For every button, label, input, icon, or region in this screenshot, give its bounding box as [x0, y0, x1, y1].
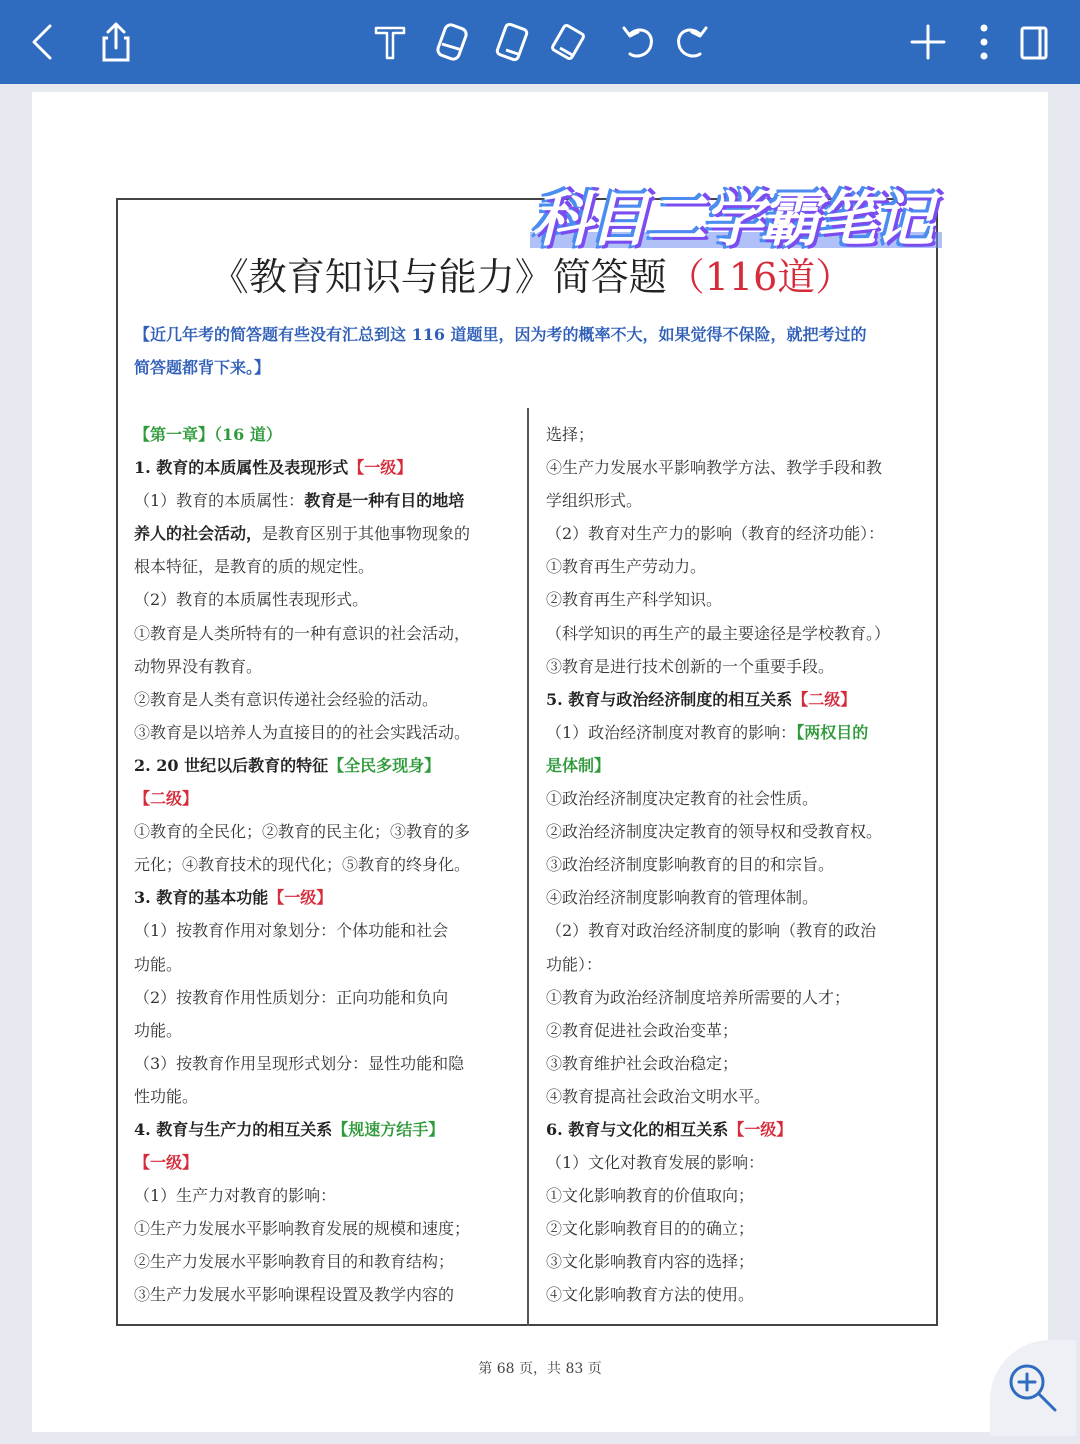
text-line: 元化；④教育技术的现代化；⑤教育的终身化。: [134, 855, 471, 875]
column-divider: [527, 408, 529, 1326]
back-button[interactable]: [16, 14, 72, 70]
text-line: 根本特征，是教育的质的规定性。: [134, 557, 375, 577]
text-span: （1）政治经济制度对教育的影响：: [546, 722, 797, 742]
text-line: [134, 517, 510, 550]
text-line: （3）按教育作用呈现形式划分：显性功能和隐: [134, 1053, 465, 1073]
text-line: 动物界没有教育。: [134, 656, 263, 676]
text-line: ②教育促进社会政治变革；: [546, 1020, 739, 1040]
text-span: 是教育区别于其他事物现象的: [262, 524, 471, 544]
undo-icon: [616, 20, 660, 64]
question-title: 5. 教育与政治经济制度的相互关系: [546, 689, 793, 709]
text-line: [134, 1146, 510, 1179]
shape-tool-button[interactable]: [540, 14, 596, 70]
question-heading: [546, 683, 922, 716]
top-toolbar: [0, 0, 1080, 84]
eraser-tool-button[interactable]: [424, 14, 480, 70]
chapter-heading: 【第一章】（16 道）: [134, 425, 282, 444]
banner-title: 科目二学霸笔记: [532, 185, 931, 255]
text-line: [546, 749, 922, 782]
text-line: [546, 716, 922, 749]
text-line: ①教育再生产劳动力。: [546, 557, 707, 577]
text-line: [134, 484, 510, 517]
question-heading: [546, 1113, 922, 1146]
title-count: （116道）: [666, 255, 854, 299]
level-tag: 【一级】: [134, 1153, 199, 1173]
level-tag: 【二级】: [134, 789, 199, 809]
text-span: （1）教育的本质属性：: [134, 491, 305, 511]
right-column: [546, 418, 922, 1312]
question-title: 2. 20 世纪以后教育的特征: [134, 755, 329, 775]
text-tool-button[interactable]: [362, 14, 418, 70]
mnemonic-tag: 【规速方结手】: [332, 1119, 445, 1139]
more-vertical-icon: [962, 20, 1006, 64]
redo-button[interactable]: [664, 14, 720, 70]
text-line: （1）文化对教育发展的影响：: [546, 1153, 765, 1173]
text-line: （1）按教育作用对象划分：个体功能和社会: [134, 921, 449, 941]
text-line: ①教育是人类所特有的一种有意识的社会活动，: [134, 623, 471, 643]
left-column: [134, 418, 510, 1312]
undo-button[interactable]: [610, 14, 666, 70]
intro-note: [134, 318, 924, 384]
page-number: 第 68 页，共 83 页: [478, 1361, 602, 1377]
plus-icon: [906, 20, 950, 64]
text-line: ③教育维护社会政治稳定；: [546, 1053, 739, 1073]
text-line: ②教育是人类有意识传递社会经验的活动。: [134, 689, 439, 709]
text-line: 学组织形式。: [546, 491, 643, 511]
text-line: ①教育为政治经济制度培养所需要的人才；: [546, 987, 851, 1007]
mnemonic-tag: 【两权目的: [796, 722, 869, 742]
question-title: 3. 教育的基本功能: [134, 888, 269, 908]
level-tag: 【一级】: [348, 458, 413, 478]
text-line: （2）教育对政治经济制度的影响（教育的政治: [546, 921, 877, 941]
text-line: 功能。: [134, 954, 183, 974]
text-line: （科学知识的再生产的最主要途径是学校教育。）: [546, 623, 891, 643]
add-button[interactable]: [900, 14, 956, 70]
text-line: ④生产力发展水平影响教学方法、教学手段和教: [546, 458, 883, 478]
redo-icon: [670, 20, 714, 64]
text-line: ③生产力发展水平影响课程设置及教学内容的: [134, 1285, 455, 1305]
text-line: ②文化影响教育目的的确立；: [546, 1219, 755, 1239]
eraser-icon: [430, 20, 474, 64]
mnemonic-tag: 【全民多现身】: [328, 755, 441, 775]
level-tag: 【一级】: [728, 1119, 793, 1139]
text-line: ③文化影响教育内容的选择；: [546, 1252, 755, 1272]
pages-button[interactable]: [1006, 14, 1062, 70]
text-line: ④政治经济制度影响教育的管理体制。: [546, 888, 819, 908]
text-icon: [368, 20, 412, 64]
pages-icon: [1012, 20, 1056, 64]
text-line: 功能）：: [546, 954, 603, 974]
question-title: 4. 教育与生产力的相互关系: [134, 1119, 333, 1139]
text-line: （2）教育的本质属性表现形式。: [134, 590, 369, 610]
text-line: ③教育是进行技术创新的一个重要手段。: [546, 656, 835, 676]
question-heading: [134, 749, 510, 782]
text-line: ①文化影响教育的价值取向；: [546, 1186, 755, 1206]
intro-line-1: 【近几年考的简答题有些没有汇总到这 116 道题里，因为考的概率不大，如果觉得不保险，就把考过的: [134, 325, 867, 344]
text-line: ①生产力发展水平影响教育发展的规模和速度；: [134, 1219, 471, 1239]
text-line: ①政治经济制度决定教育的社会性质。: [546, 789, 819, 809]
mnemonic-tag: 是体制】: [546, 755, 611, 775]
question-heading: [134, 881, 510, 914]
share-icon: [94, 20, 138, 64]
text-line: ②教育再生产科学知识。: [546, 590, 723, 610]
page-title: [162, 242, 902, 312]
level-tag: 【二级】: [792, 689, 857, 709]
text-line: ③教育是以培养人为直接目的的社会实践活动。: [134, 722, 471, 742]
text-line: ①教育的全民化；②教育的民主化；③教育的多: [134, 822, 471, 842]
title-main: 《教育知识与能力》简答题: [210, 255, 667, 299]
level-tag: 【一级】: [268, 888, 333, 908]
text-line: ④文化影响教育方法的使用。: [546, 1285, 755, 1305]
text-line: ②政治经济制度决定教育的领导权和受教育权。: [546, 822, 883, 842]
document-page[interactable]: [32, 92, 1048, 1432]
question-heading: [134, 1113, 510, 1146]
emphasis-span: 教育是一种有目的地培: [304, 491, 465, 511]
text-line: [134, 782, 510, 815]
emphasis-span: 养人的社会活动，: [134, 524, 263, 544]
question-title: 6. 教育与文化的相互关系: [546, 1119, 729, 1139]
text-line: 选择；: [546, 425, 595, 444]
chevron-left-icon: [22, 20, 66, 64]
shape-icon: [546, 20, 590, 64]
share-button[interactable]: [88, 14, 144, 70]
lasso-tool-button[interactable]: [484, 14, 540, 70]
text-line: 性功能。: [134, 1086, 199, 1106]
text-line: 功能。: [134, 1020, 183, 1040]
text-line: ④教育提高社会政治文明水平。: [546, 1086, 771, 1106]
text-line: （2）按教育作用性质划分：正向功能和负向: [134, 987, 449, 1007]
lasso-icon: [490, 20, 534, 64]
zoom-in-icon: [1005, 1360, 1061, 1416]
question-title: 1. 教育的本质属性及表现形式: [134, 458, 349, 478]
more-button[interactable]: [956, 14, 1012, 70]
text-line: ②生产力发展水平影响教育目的和教育结构；: [134, 1252, 455, 1272]
text-line: （2）教育对生产力的影响（教育的经济功能）：: [546, 524, 885, 544]
question-heading: [134, 451, 510, 484]
intro-line-2: 简答题都背下来。】: [134, 358, 271, 377]
text-line: （1）生产力对教育的影响：: [134, 1186, 337, 1206]
text-line: ③政治经济制度影响教育的目的和宗旨。: [546, 855, 835, 875]
